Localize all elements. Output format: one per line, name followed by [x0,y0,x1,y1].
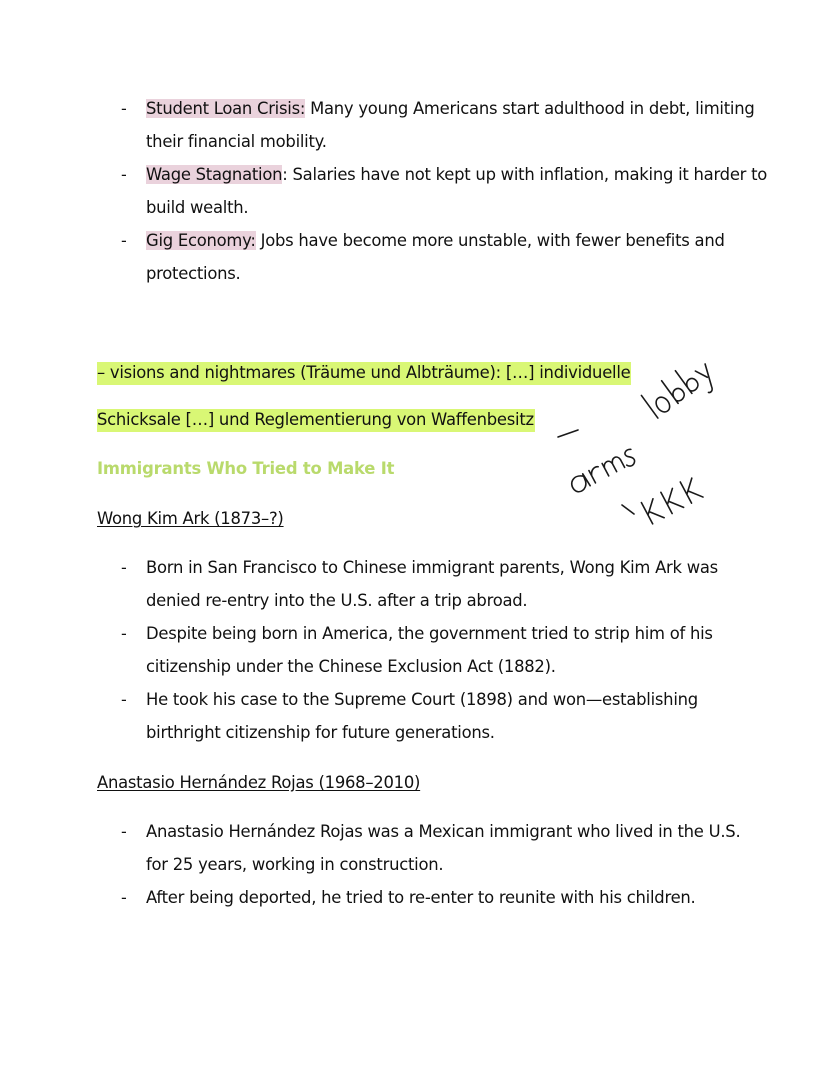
bullet-dash: - [121,165,127,184]
bullet-dash: - [121,99,127,118]
bullet-continuation: their financial mobility. [146,132,327,151]
bullet-continuation: for 25 years, working in construction. [146,855,444,874]
handwriting-word-arms [569,448,638,495]
bullet-continuation: denied re-entry into the U.S. after a trip abroad. [146,591,528,610]
bullet-continuation: birthright citizenship for future generations. [146,723,495,742]
handwriting-word-kkk [641,476,703,524]
bullet-text: Despite being born in America, the government tried to strip him of his [146,624,713,643]
bullet-text: He took his case to the Supreme Court (1898) and won—establishing [146,690,698,709]
section-heading: Immigrants Who Tried to Make It [97,459,395,478]
handwriting-stroke [558,430,578,437]
term-gig-economy: Gig Economy: [146,231,256,250]
bullet-continuation: protections. [146,264,241,283]
person-name-wong-kim-ark: Wong Kim Ark (1873–?) [97,509,284,528]
bullet-dash: - [121,624,127,643]
handwriting-stroke [622,505,634,514]
bullet-continuation: citizenship under the Chinese Exclusion Act (1882). [146,657,556,676]
highlight-line-2: Schicksale […] und Reglementierung von Waffenbesitz [97,409,535,432]
bullet-text: Born in San Francisco to Chinese immigrant parents, Wong Kim Ark was [146,558,718,577]
term-student-loan: Student Loan Crisis: [146,99,306,118]
person-name-anastasio: Anastasio Hernández Rojas (1968–2010) [97,773,421,792]
bullet-text: Anastasio Hernández Rojas was a Mexican immigrant who lived in the U.S. [146,822,741,841]
term-wage-stagnation: Wage Stagnation [146,165,283,184]
bullet-text: After being deported, he tried to re-enter to reunite with his children. [146,888,696,907]
bullet-dash: - [121,231,127,250]
bullet-dash: - [121,888,127,907]
bullet-text: Jobs have become more unstable, with fewer benefits and [255,231,725,250]
bullet-dash: - [121,558,127,577]
highlight-line-1: – visions and nightmares (Träume und Albträume): […] individuelle [97,362,631,385]
bullet-continuation: build wealth. [146,198,249,217]
bullet-dash: - [121,822,127,841]
handwriting-word-lobby [641,354,720,426]
bullet-text: Many young Americans start adulthood in debt, limiting [305,99,755,118]
bullet-dash: - [121,690,127,709]
bullet-text: : Salaries have not kept up with inflation, making it harder to [282,165,768,184]
